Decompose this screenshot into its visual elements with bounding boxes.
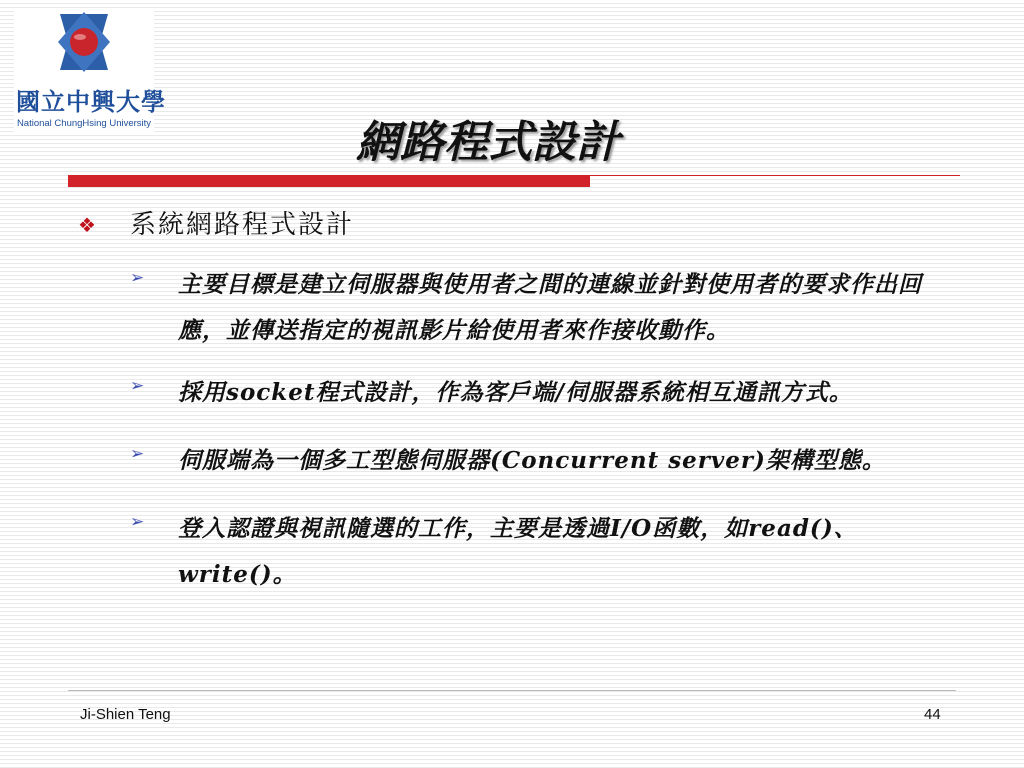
footer-rule [68,690,956,691]
title-underline-rule [590,175,960,176]
university-emblem-icon [56,12,112,74]
level1-text: 系統網路程式設計 [130,210,355,240]
bullet-text: 登入認證與視訊隨選的工作，主要是透過I/O函數，如read()、write()。 [178,515,858,588]
bullet-item [130,370,960,416]
logo-english-name: National ChungHsing University [16,118,152,129]
bullet-item [130,438,960,484]
diamond-bullet-icon: ❖ [78,213,96,237]
logo-chinese-name: 國立中興大學 [16,87,166,116]
arrow-bullet-icon: ➢ [130,512,145,532]
level1-bullet [78,207,354,243]
bullet-text: 主要目標是建立伺服器與使用者之間的連線並針對使用者的要求作出回應，並傳送指定的視訊影片給使用者來作接收動作。 [178,271,922,344]
page-number: 44 [924,706,941,723]
footer-author: Ji-Shien Teng [80,706,171,723]
arrow-bullet-icon: ➢ [130,444,145,464]
bullet-text: 伺服端為一個多工型態伺服器(Concurrent server)架構型態。 [178,447,886,474]
slide-title: 網路程式設計 [356,117,620,168]
bullet-item [130,262,960,354]
arrow-bullet-icon: ➢ [130,376,145,396]
title-underline-bar [68,175,590,187]
arrow-bullet-icon: ➢ [130,268,145,288]
bullet-text: 採用socket程式設計，作為客戶端/伺服器系統相互通訊方式。 [178,379,853,406]
university-logo [14,8,166,132]
bullet-item [130,506,960,598]
